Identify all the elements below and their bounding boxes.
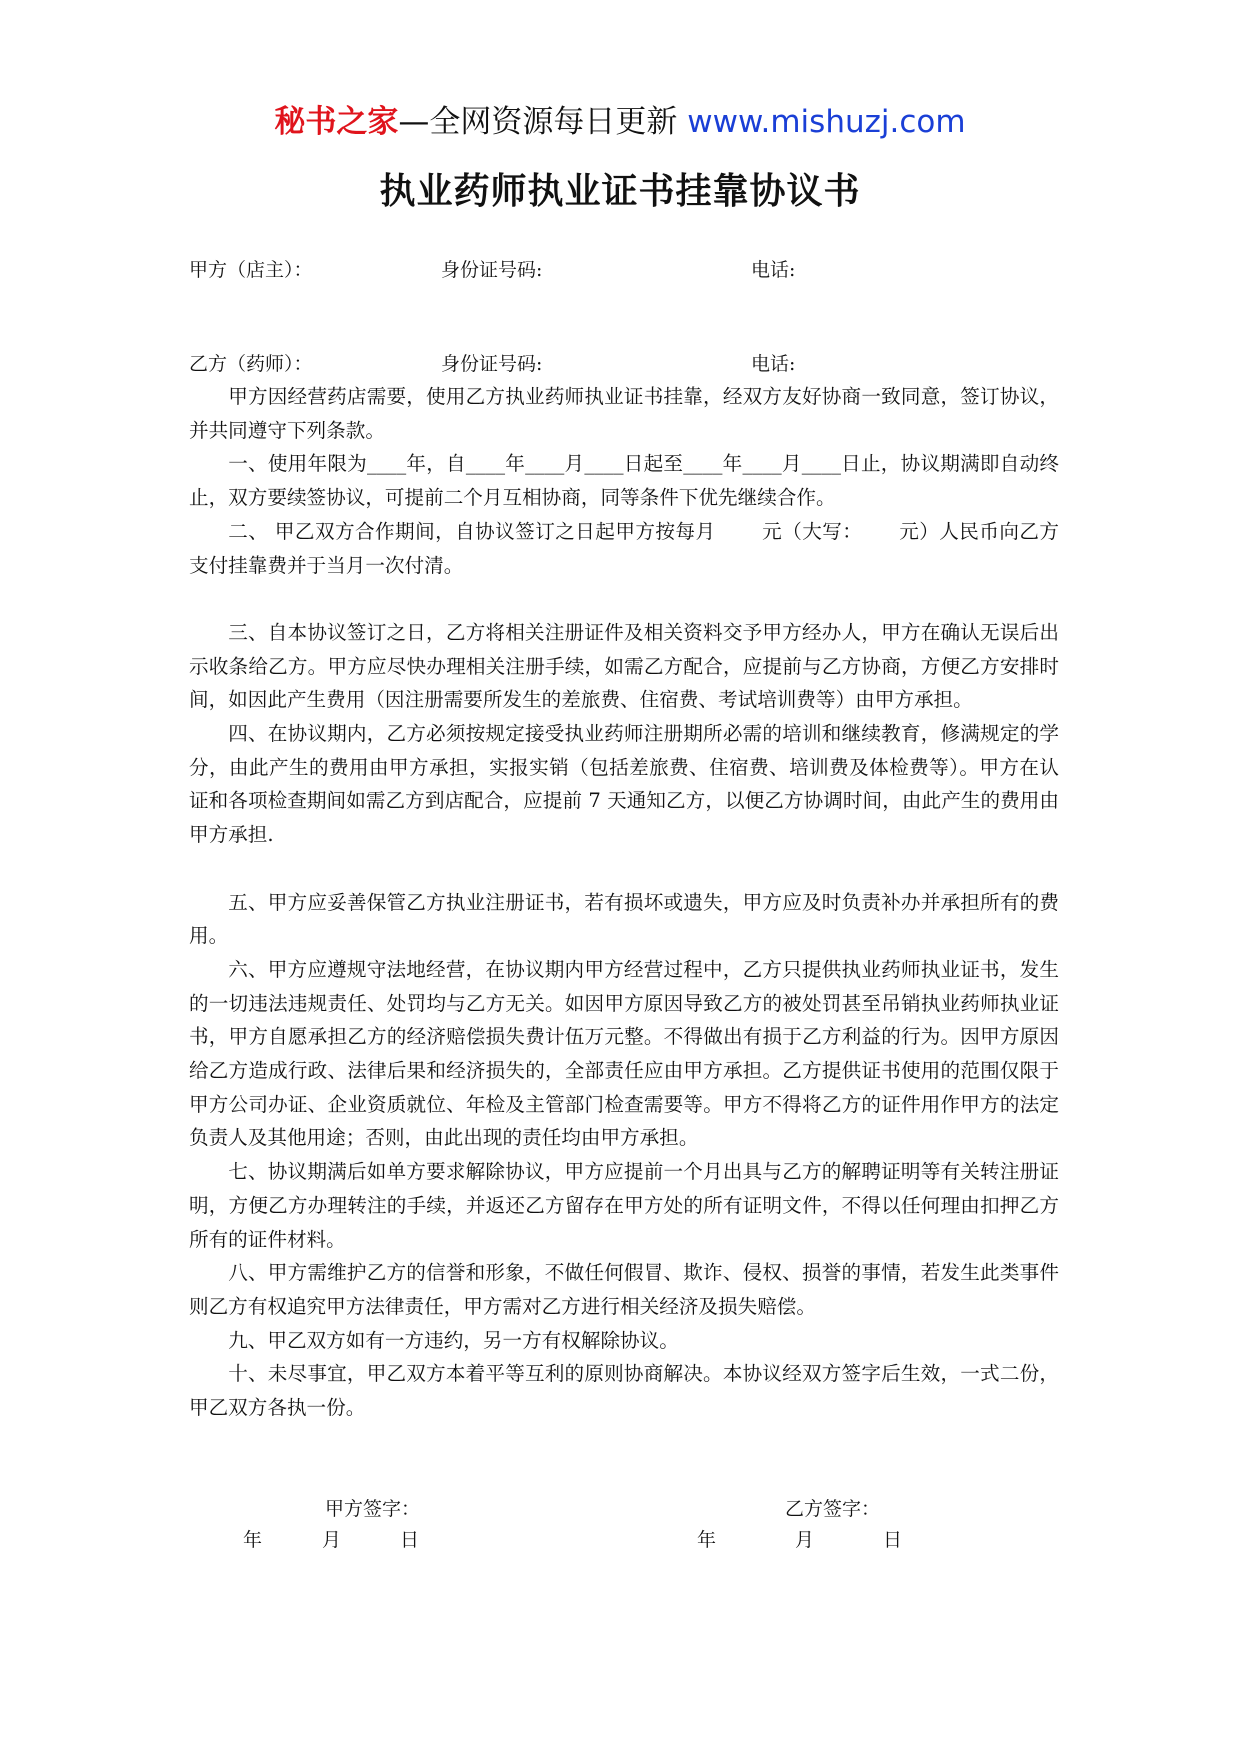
party-a-signature-label: 甲方签字： [325, 1498, 421, 1520]
clause-5: 五、甲方应妥善保管乙方执业注册证书，若有损坏或遗失，甲方应及时负责补办并承担所有的费用。 [189, 890, 1059, 948]
clause-1: 一、使用年限为____年，自____年____月____日起至____年____月____日止，协议期满即自动终止，双方要续签协议，可提前二个月互相协商，同等条件下优先继续合作。 [189, 452, 1059, 510]
banner-url[interactable]: www.mishuzj.com [687, 104, 966, 140]
agreement-body [189, 380, 1059, 1425]
party-b-id-label: 身份证号码: [441, 353, 543, 375]
party-a-row [189, 254, 1069, 286]
party-b-phone-label: 电话: [751, 353, 796, 375]
clause-7: 七、协议期满后如单方要求解除协议，甲方应提前一个月出具与乙方的解聘证明等有关转注册证明，方便乙方办理转注的手续，并返还乙方留存在甲方处的所有证明文件，不得以任何理由扣押乙方所有的证件材料。 [189, 1160, 1059, 1251]
clause-3: 三、自本协议签订之日，乙方将相关注册证件及相关资料交予甲方经办人，甲方在确认无误后出示收条给乙方。甲方应尽快办理相关注册手续，如需乙方配合，应提前与乙方协商，方便乙方安排时间，如因此产生费用（因注册需要所发生的差旅费、住宿费、考试培训费等）由甲方承担。 [189, 620, 1059, 712]
banner-slogan: —全网资源每日更新 [398, 104, 688, 140]
party-a-date-year: 年 [243, 1529, 263, 1551]
document-title: 执业药师执业证书挂靠协议书 [379, 171, 861, 212]
preamble: 甲方因经营药店需要，使用乙方执业药师执业证书挂靠，经双方友好协商一致同意，签订协议，并共同遵守下列条款。 [189, 385, 1059, 442]
clause-6: 六、甲方应遵规守法地经营，在协议期内甲方经营过程中，乙方只提供执业药师执业证书，发生的一切违法违规责任、处罚均与乙方无关。如因甲方原因导致乙方的被处罚甚至吊销执业药师执业证书，甲方自愿承担乙方的经济赔偿损失费计伍万元整。不得做出有损于乙方利益的行为。因甲方原因给乙方造成行政、法律后果和经济损失的，全部责任应由甲方承担。乙方提供证书使用的范围仅限于甲方公司办证、企业资质就位、年检及主管部门检查需要等。甲方不得将乙方的证件用作甲方的法定负责人及其他用途；否则，由此出现的责任均由甲方承担。 [189, 957, 1059, 1150]
party-b-row [189, 348, 1069, 380]
party-a-label: 甲方（店主）： [189, 259, 313, 281]
clause-4: 四、在协议期内，乙方必须按规定接受执业药师注册期所必需的培训和继续教育，修满规定的学分，由此产生的费用由甲方承担，实报实销（包括差旅费、住宿费、培训费及体检费等）。甲方在认证和各项检查期间如需乙方到店配合，应提前 7 天通知乙方，以便乙方协调时间，由此产生的费用由甲方承担. [189, 722, 1059, 847]
party-b-signature-label: 乙方签字： [785, 1498, 881, 1520]
party-b-date-month: 月 [795, 1529, 815, 1551]
clause-9: 九、甲乙双方如有一方违约，另一方有权解除协议。 [228, 1328, 679, 1352]
party-a-id-label: 身份证号码: [441, 259, 543, 281]
party-b-label: 乙方（药师）： [189, 353, 313, 375]
party-a-date-month: 月 [322, 1529, 342, 1551]
party-a-phone-label: 电话: [751, 259, 796, 281]
banner-brand: 秘书之家 [274, 104, 399, 140]
clause-8: 八、甲方需维护乙方的信誉和形象，不做任何假冒、欺诈、侵权、损誉的事情，若发生此类事件则乙方有权追究甲方法律责任，甲方需对乙方进行相关经济及损失赔偿。 [189, 1261, 1059, 1318]
site-banner [0, 100, 1240, 144]
party-b-date-year: 年 [697, 1529, 717, 1551]
clause-2: 二、 甲乙双方合作期间，自协议签订之日起甲方按每月 元（大写： 元）人民币向乙方支付挂靠费并于当月一次付清。 [189, 519, 1059, 577]
party-b-date-day: 日 [883, 1529, 903, 1551]
party-a-date-day: 日 [400, 1529, 420, 1551]
clause-10: 十、未尽事宜，甲乙双方本着平等互利的原则协商解决。本协议经双方签字后生效，一式二份，甲乙双方各执一份。 [189, 1362, 1059, 1420]
